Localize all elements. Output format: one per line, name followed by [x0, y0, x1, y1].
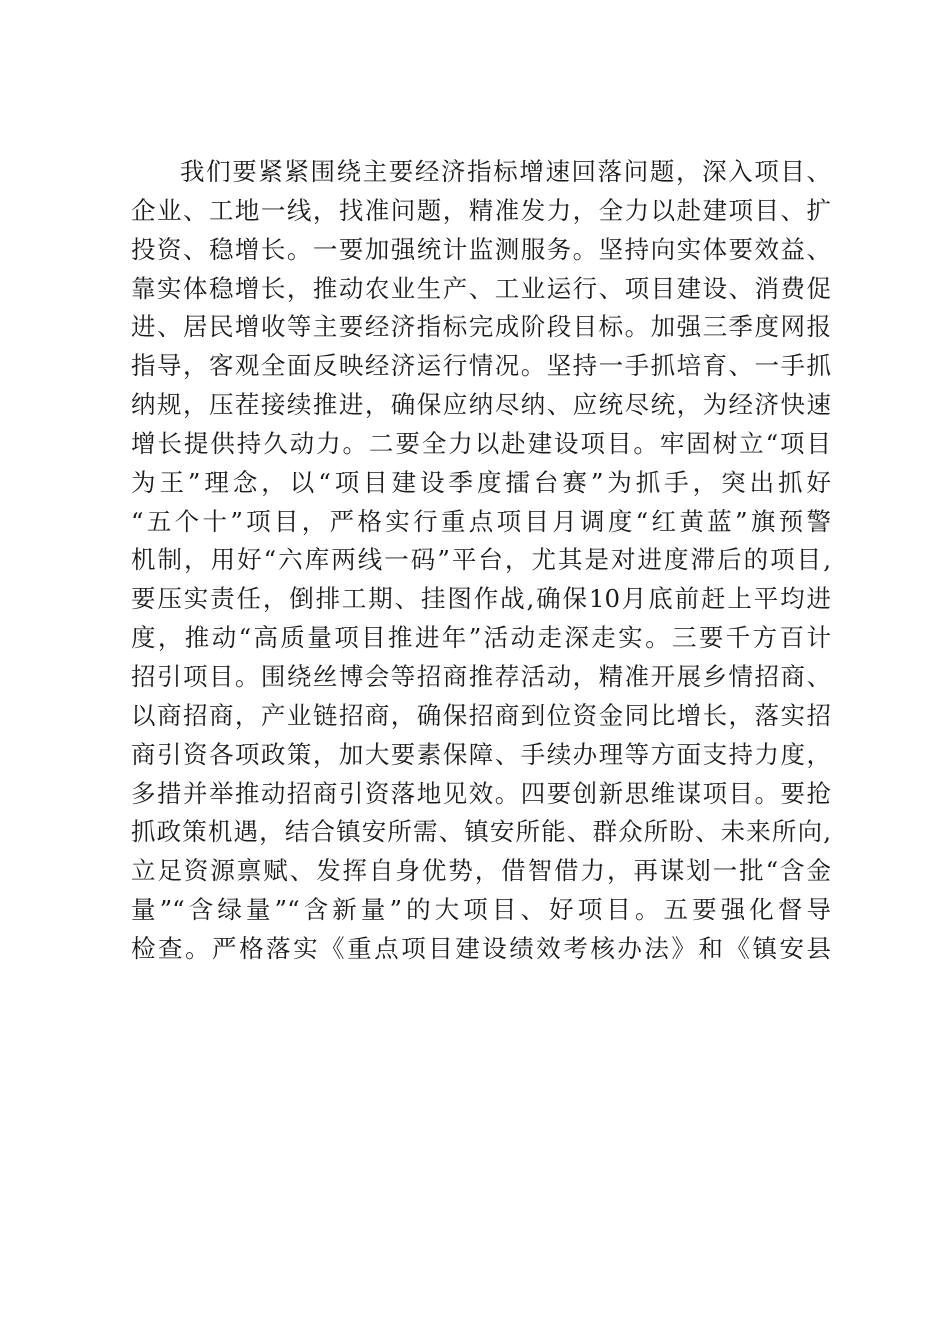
paragraph-line: 要压实责任，倒排工期、挂图作战,确保10月底前赶上平均进	[131, 584, 831, 614]
paragraph-line: 度，推动“高质量项目推进年”活动走深走实。三要千方百计	[131, 623, 831, 653]
paragraph-line: 机制，用好“六库两线一码”平台，尤其是对进度滞后的项目,	[131, 545, 831, 575]
paragraph-line: 招引项目。围绕丝博会等招商推荐活动，精准开展乡情招商、	[131, 661, 831, 691]
paragraph-line: 增长提供持久动力。二要全力以赴建设项目。牢固树立“项目	[131, 428, 831, 458]
paragraph-line: 抓政策机遇，结合镇安所需、镇安所能、群众所盼、未来所向,	[131, 817, 831, 847]
paragraph-line: 纳规，压茬接续推进，确保应纳尽纳、应统尽统，为经济快速	[131, 390, 831, 420]
paragraph-line: 检查。严格落实《重点项目建设绩效考核办法》和《镇安县	[131, 933, 831, 963]
paragraph-line: 靠实体稳增长，推动农业生产、工业运行、项目建设、消费促	[131, 273, 831, 303]
body-paragraph	[131, 153, 831, 969]
paragraph-line: 投资、稳增长。一要加强统计监测服务。坚持向实体要效益、	[131, 234, 831, 264]
paragraph-line: 我们要紧紧围绕主要经济指标增速回落问题，深入项目、	[180, 157, 831, 186]
paragraph-line: 以商招商，产业链招商，确保招商到位资金同比增长，落实招	[131, 700, 831, 730]
paragraph-line: 多措并举推动招商引资落地见效。四要创新思维谋项目。要抢	[131, 778, 831, 808]
paragraph-line: 量”“含绿量”“含新量”的大项目、好项目。五要强化督导	[131, 895, 831, 925]
paragraph-line: 为王”理念，以“项目建设季度擂台赛”为抓手，突出抓好	[131, 467, 831, 497]
paragraph-line: 立足资源禀赋、发挥自身优势，借智借力，再谋划一批“含金	[131, 856, 831, 886]
paragraph-line: 商引资各项政策，加大要素保障、手续办理等方面支持力度，	[131, 739, 831, 769]
paragraph-line: 指导，客观全面反映经济运行情况。坚持一手抓培育、一手抓	[131, 351, 831, 381]
paragraph-line: “五个十”项目，严格实行重点项目月调度“红黄蓝”旗预警	[131, 506, 831, 536]
paragraph-line: 进、居民增收等主要经济指标完成阶段目标。加强三季度网报	[131, 312, 831, 342]
paragraph-line: 企业、工地一线，找准问题，精准发力，全力以赴建项目、扩	[131, 195, 831, 225]
